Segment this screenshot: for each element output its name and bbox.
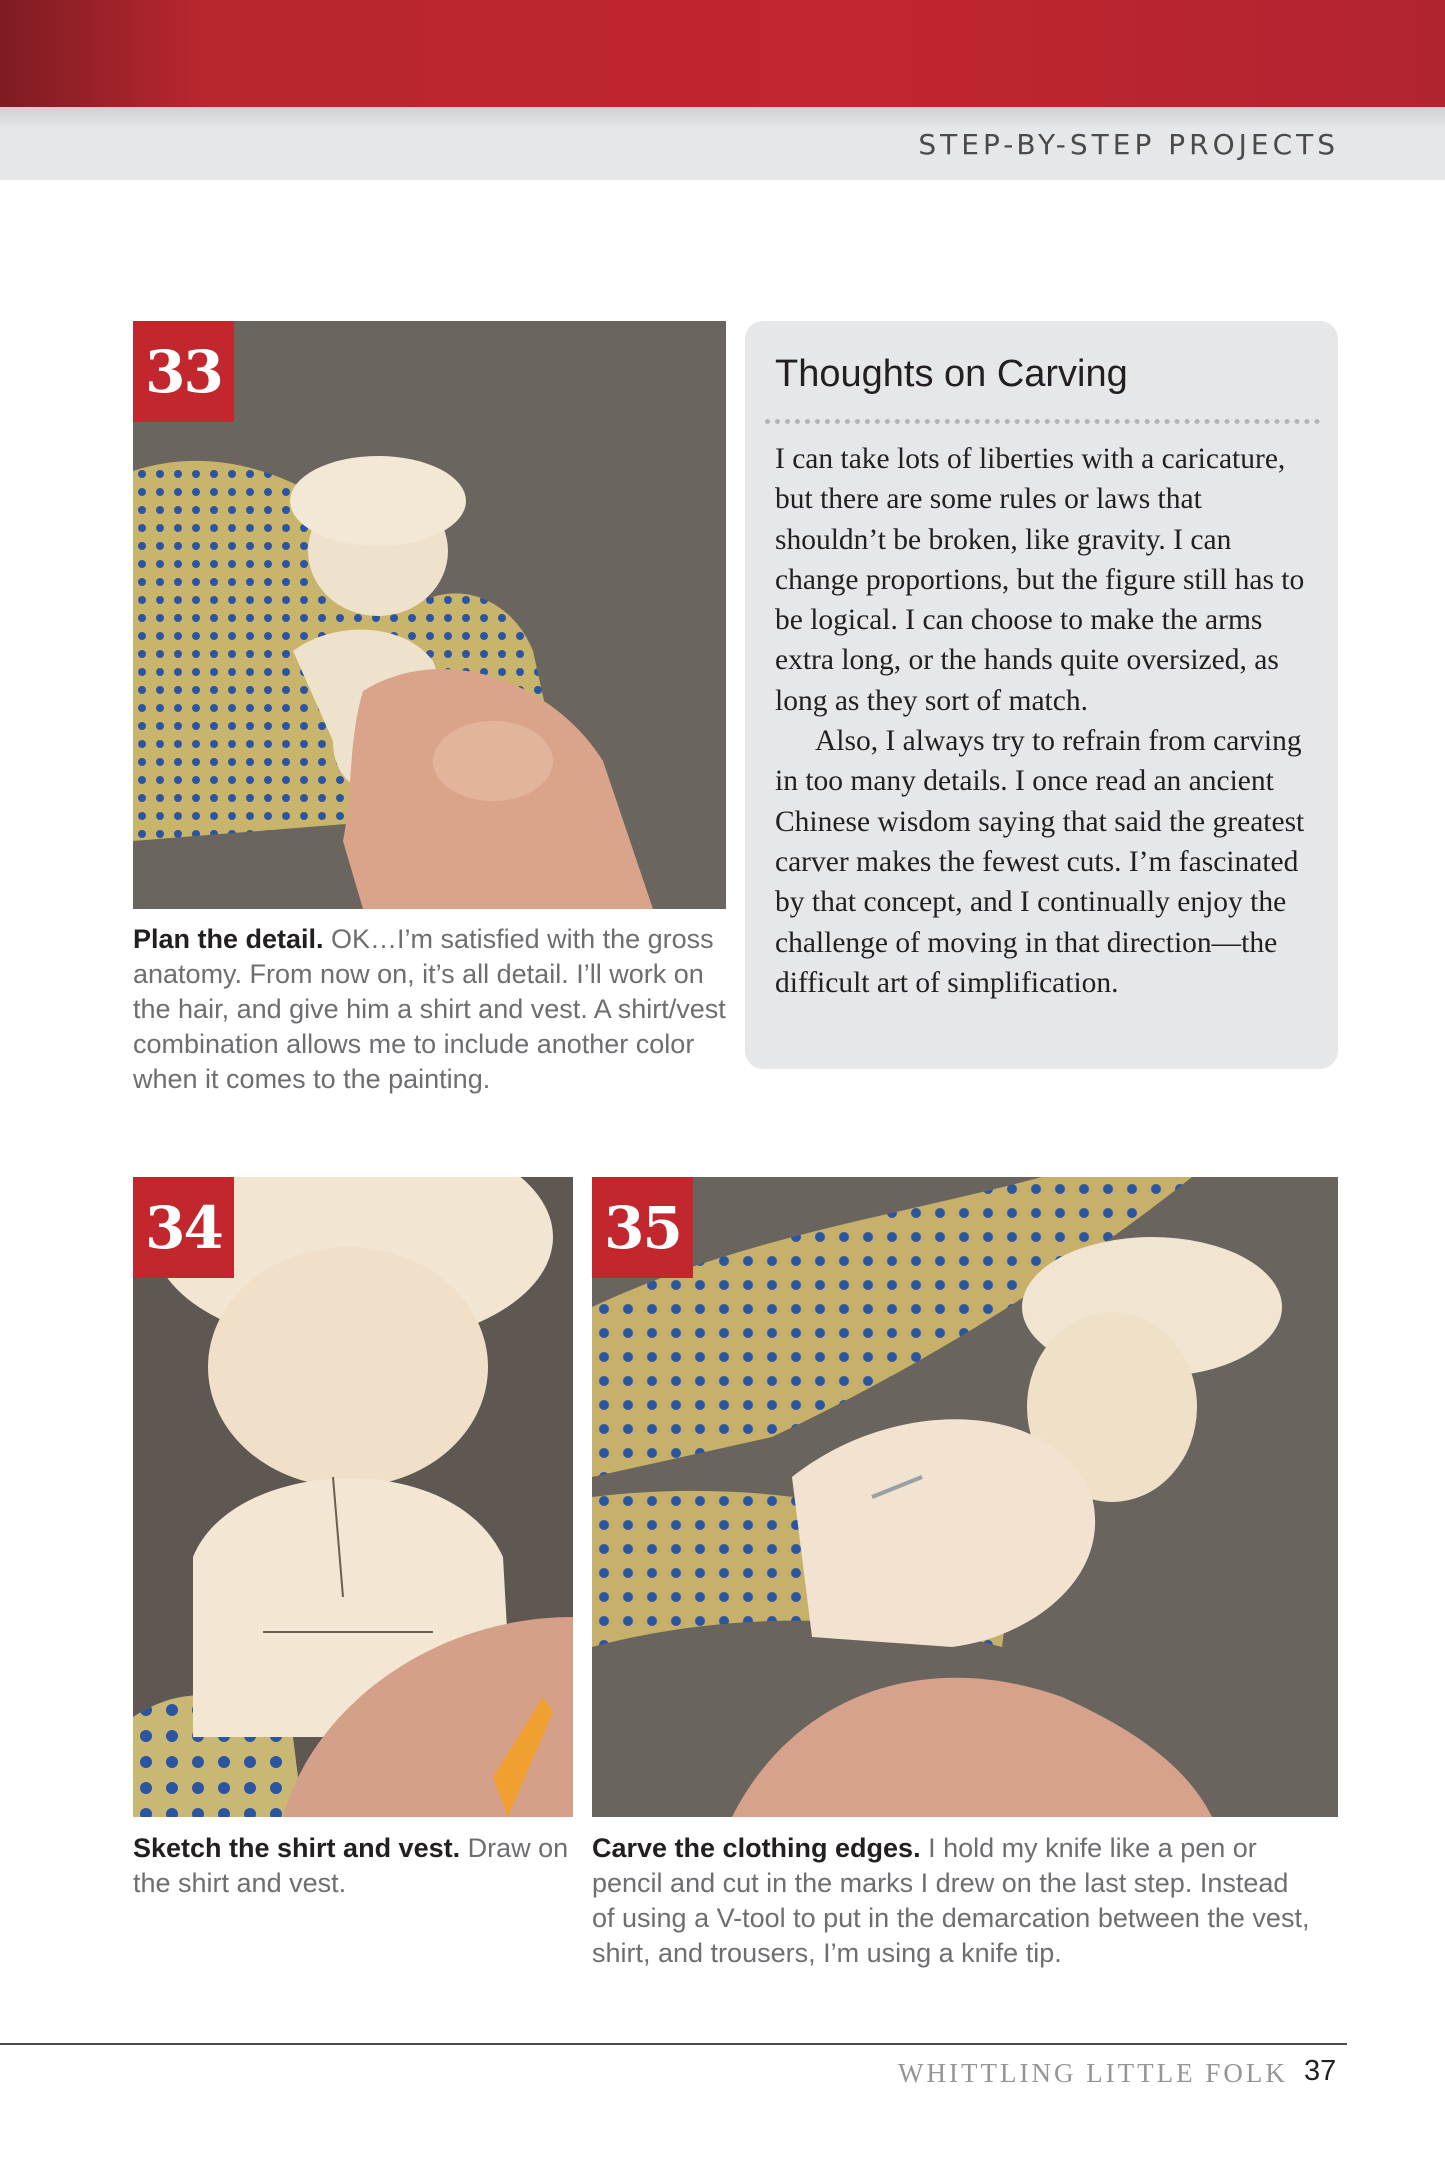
step-number-badge: 35 (592, 1177, 693, 1278)
step-35-photo (592, 1177, 1338, 1817)
step-heading: Sketch the shirt and vest. (133, 1833, 461, 1863)
step-34-caption (133, 1831, 573, 1901)
step-35-caption (592, 1831, 1312, 1971)
sidebar-body (775, 439, 1320, 1003)
step-text: Draw on the shirt and vest. (133, 1833, 569, 1898)
footer-book-title: WHITTLING LITTLE FOLK (898, 2058, 1288, 2088)
step-heading: Plan the detail. (133, 924, 324, 954)
step-heading: Carve the clothing edges. (592, 1833, 921, 1863)
step-text: I hold my knife like a pen or pencil and cut in the marks I drew on the last step. Instead of using a V-tool to put in the demarcation between the vest, shirt, and trousers, I’m using a knife tip. (592, 1833, 1310, 1968)
step-text: OK…I’m satisfied with the gross anatomy. From now on, it’s all detail. I’ll work on the hair, and give him a shirt and vest. A shirt/vest combination allows me to include another color when it comes to the painting. (133, 924, 726, 1094)
page-number: 37 (1304, 2055, 1337, 2087)
thoughts-sidebar (745, 321, 1338, 1069)
step-33-photo (133, 321, 726, 909)
top-color-band (0, 0, 1445, 107)
step-number-badge: 34 (133, 1177, 234, 1278)
sidebar-title: Thoughts on Carving (775, 353, 1128, 395)
sidebar-paragraph: Also, I always try to refrain from carving in too many details. I once read an ancient Chinese wisdom saying that said the greatest carver makes the fewest cuts. I’m fascinated by that concept, and I continually enjoy the challenge of moving in that direction—the difficult art of simplification. (775, 725, 1305, 999)
section-title: STEP-BY-STEP PROJECTS (918, 128, 1339, 161)
step-34-photo (133, 1177, 573, 1817)
carving-knife-illustration (592, 1177, 1338, 1817)
step-33-caption (133, 922, 733, 1097)
sidebar-paragraph: I can take lots of liberties with a caricature, but there are some rules or laws that shouldn’t be broken, like gravity. I can change proportions, but the figure still has to be logical. I can choose to make the arms extra long, or the hands quite oversized, as long as they sort of match. (775, 443, 1305, 717)
dotted-divider (765, 419, 1320, 424)
footer-rule (0, 2043, 1347, 2045)
step-number-badge: 33 (133, 321, 234, 422)
